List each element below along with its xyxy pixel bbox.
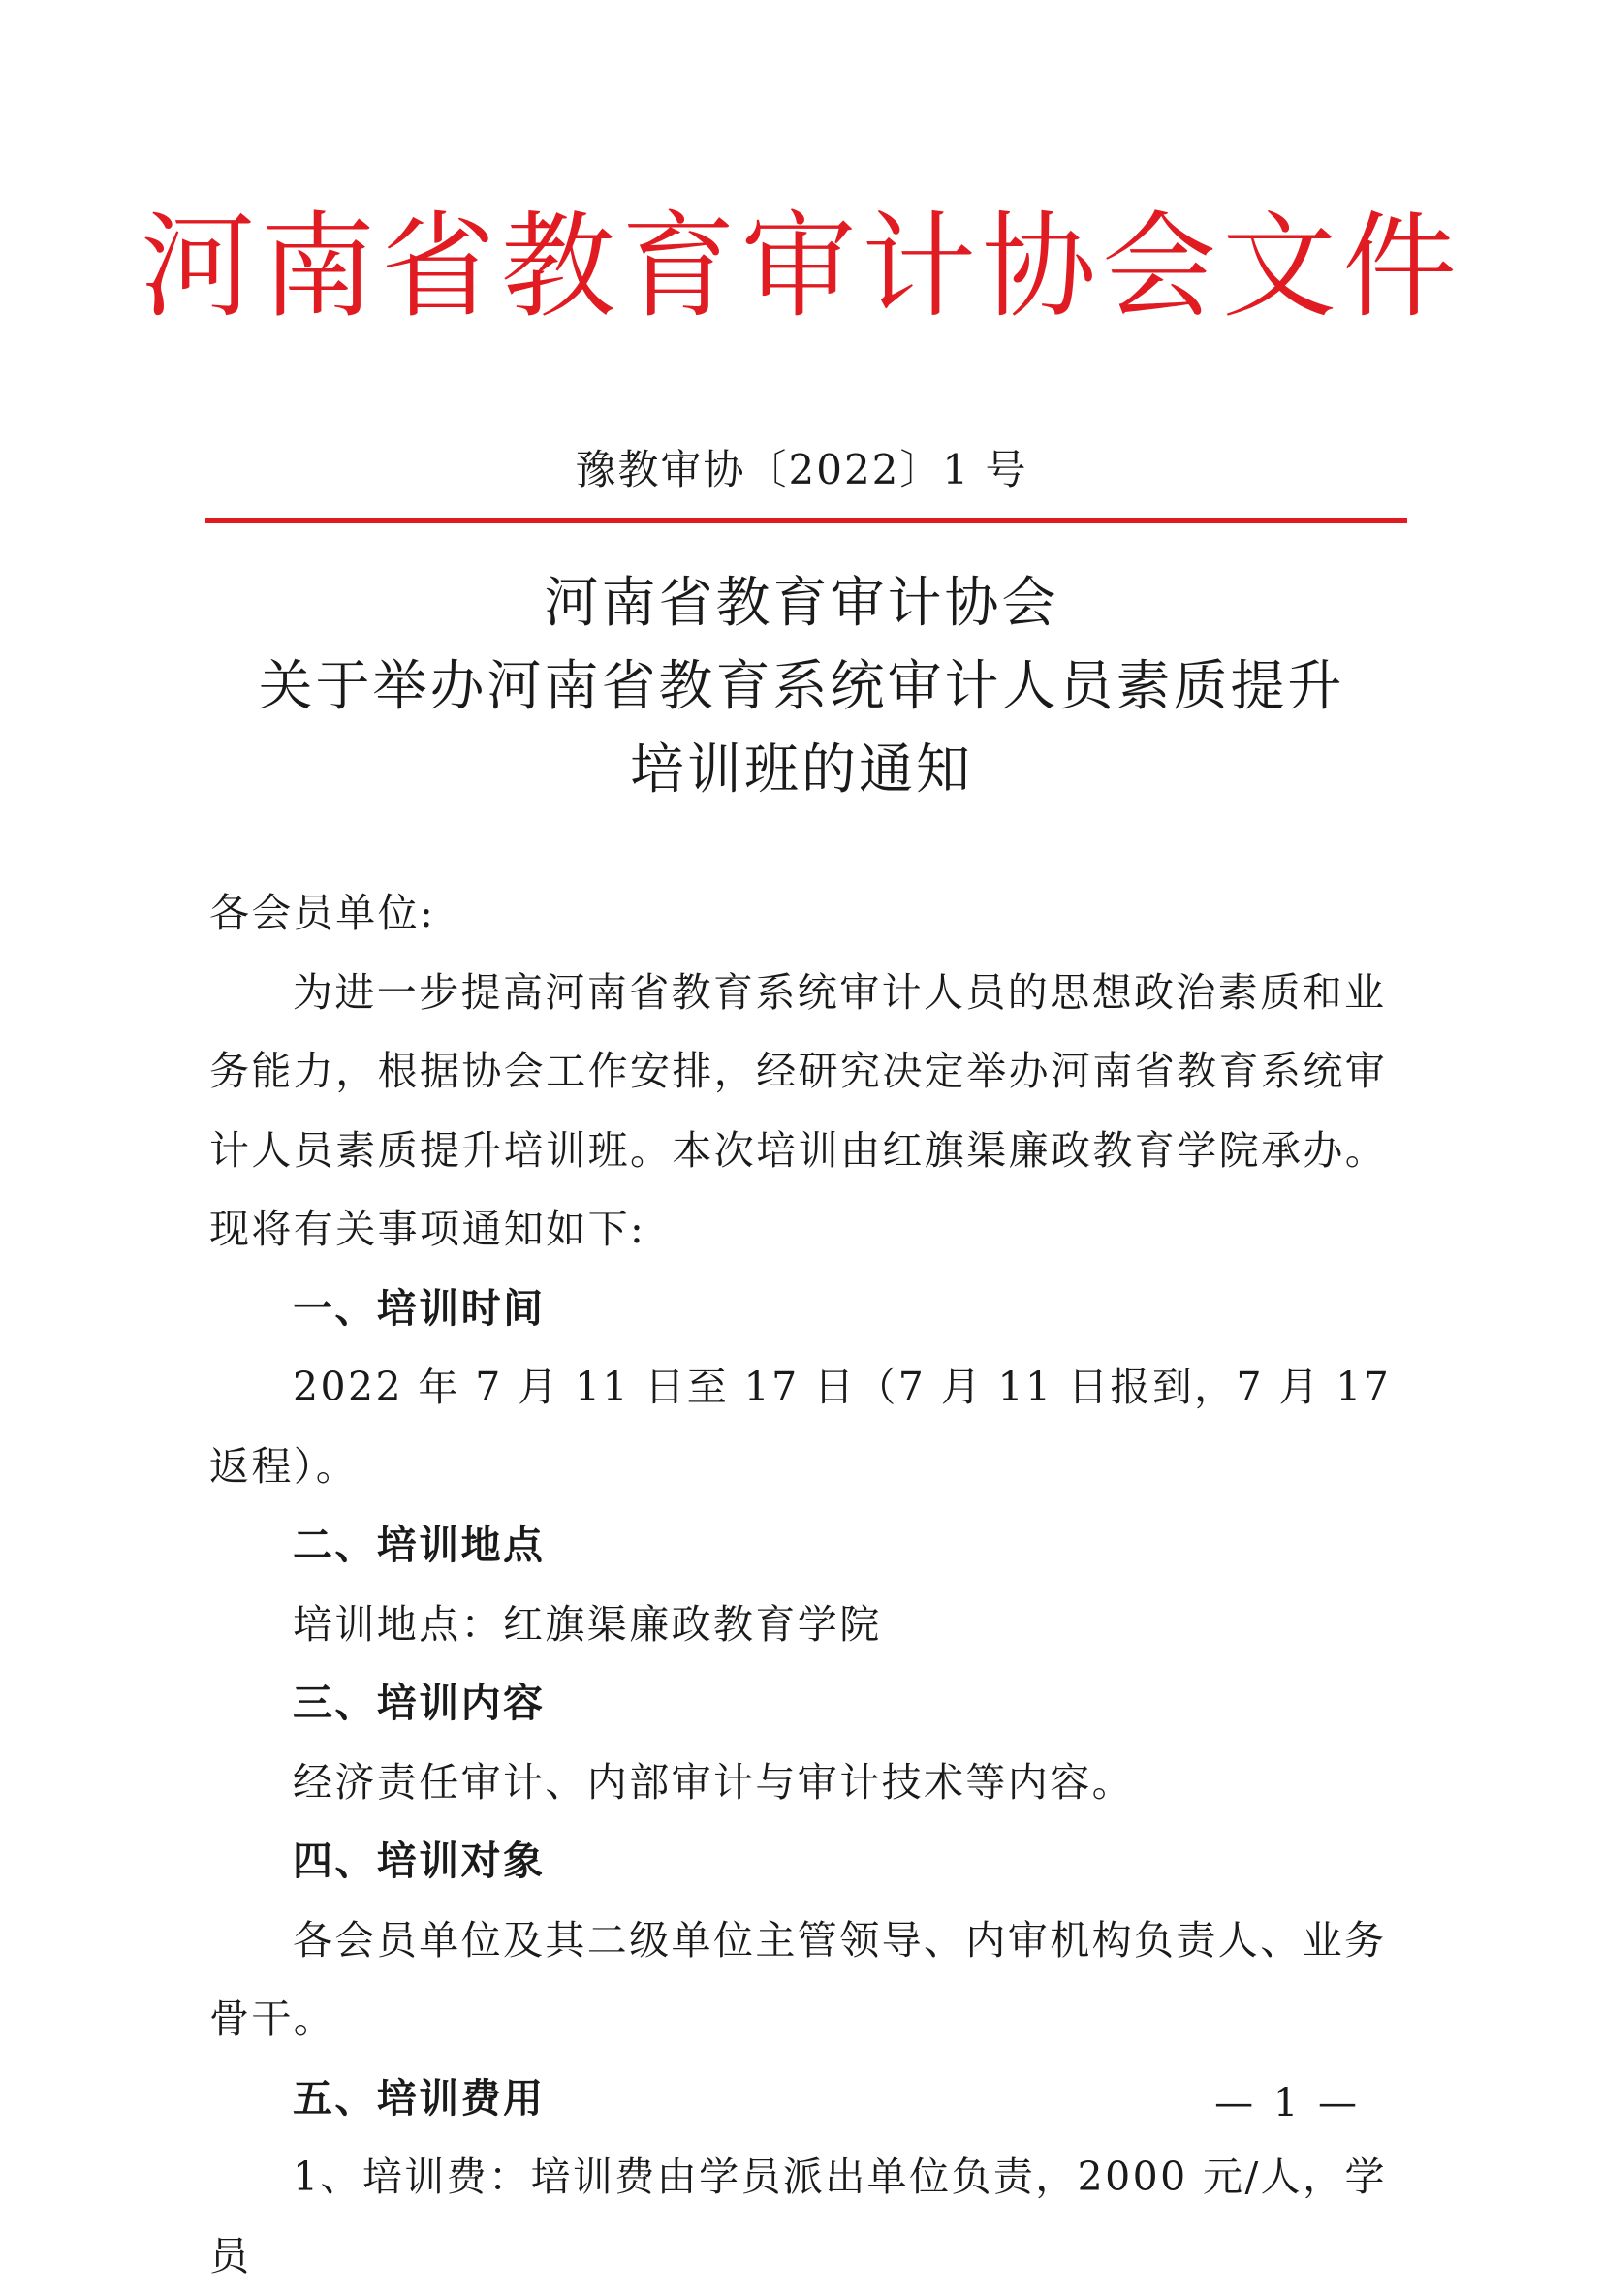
section-heading-fees: 五、培训费用	[293, 2074, 546, 2122]
section-content-time: 2022 年 7 月 11 日至 17 日（7 月 11 日报到，7 月 17 返程）。	[209, 1364, 1392, 1490]
section-content-location: 培训地点：红旗渠廉政教育学院	[293, 1600, 882, 1648]
notice-title-line-2: 关于举办河南省教育系统审计人员素质提升	[258, 655, 1345, 718]
section-heading-content: 三、培训内容	[293, 1680, 546, 1726]
page-number: — 1 —	[1214, 2081, 1361, 2125]
notice-title	[0, 562, 1603, 812]
red-divider-line	[205, 518, 1407, 523]
intro-paragraph: 为进一步提高河南省教育系统审计人员的思想政治素质和业务能力，根据协会工作安排，经研究决定举办河南省教育系统审计人员素质提升培训班。本次培训由红旗渠廉政教育学院承办。现将有关事项通知如下:	[209, 968, 1388, 1252]
document-number: 豫教审协〔2022〕1 号	[575, 446, 1028, 493]
section-heading-time: 一、培训时间	[293, 1284, 546, 1332]
section-heading-location: 二、培训地点	[293, 1522, 546, 1568]
notice-title-line-1: 河南省教育审计协会	[544, 572, 1059, 635]
section-content-content: 经济责任审计、内部审计与审计技术等内容。	[293, 1758, 1134, 1806]
section-content-fees: 1、培训费：培训费由学员派出单位负责，2000 元/人，学员	[209, 2154, 1387, 2280]
section-content-audience: 各会员单位及其二级单位主管领导、内审机构负责人、业务骨干。	[209, 1916, 1387, 2042]
salutation: 各会员单位:	[209, 890, 436, 936]
notice-title-line-3: 培训班的通知	[630, 739, 973, 802]
section-heading-audience: 四、培训对象	[293, 1838, 546, 1884]
document-header-title: 河南省教育审计协会文件	[140, 200, 1462, 333]
